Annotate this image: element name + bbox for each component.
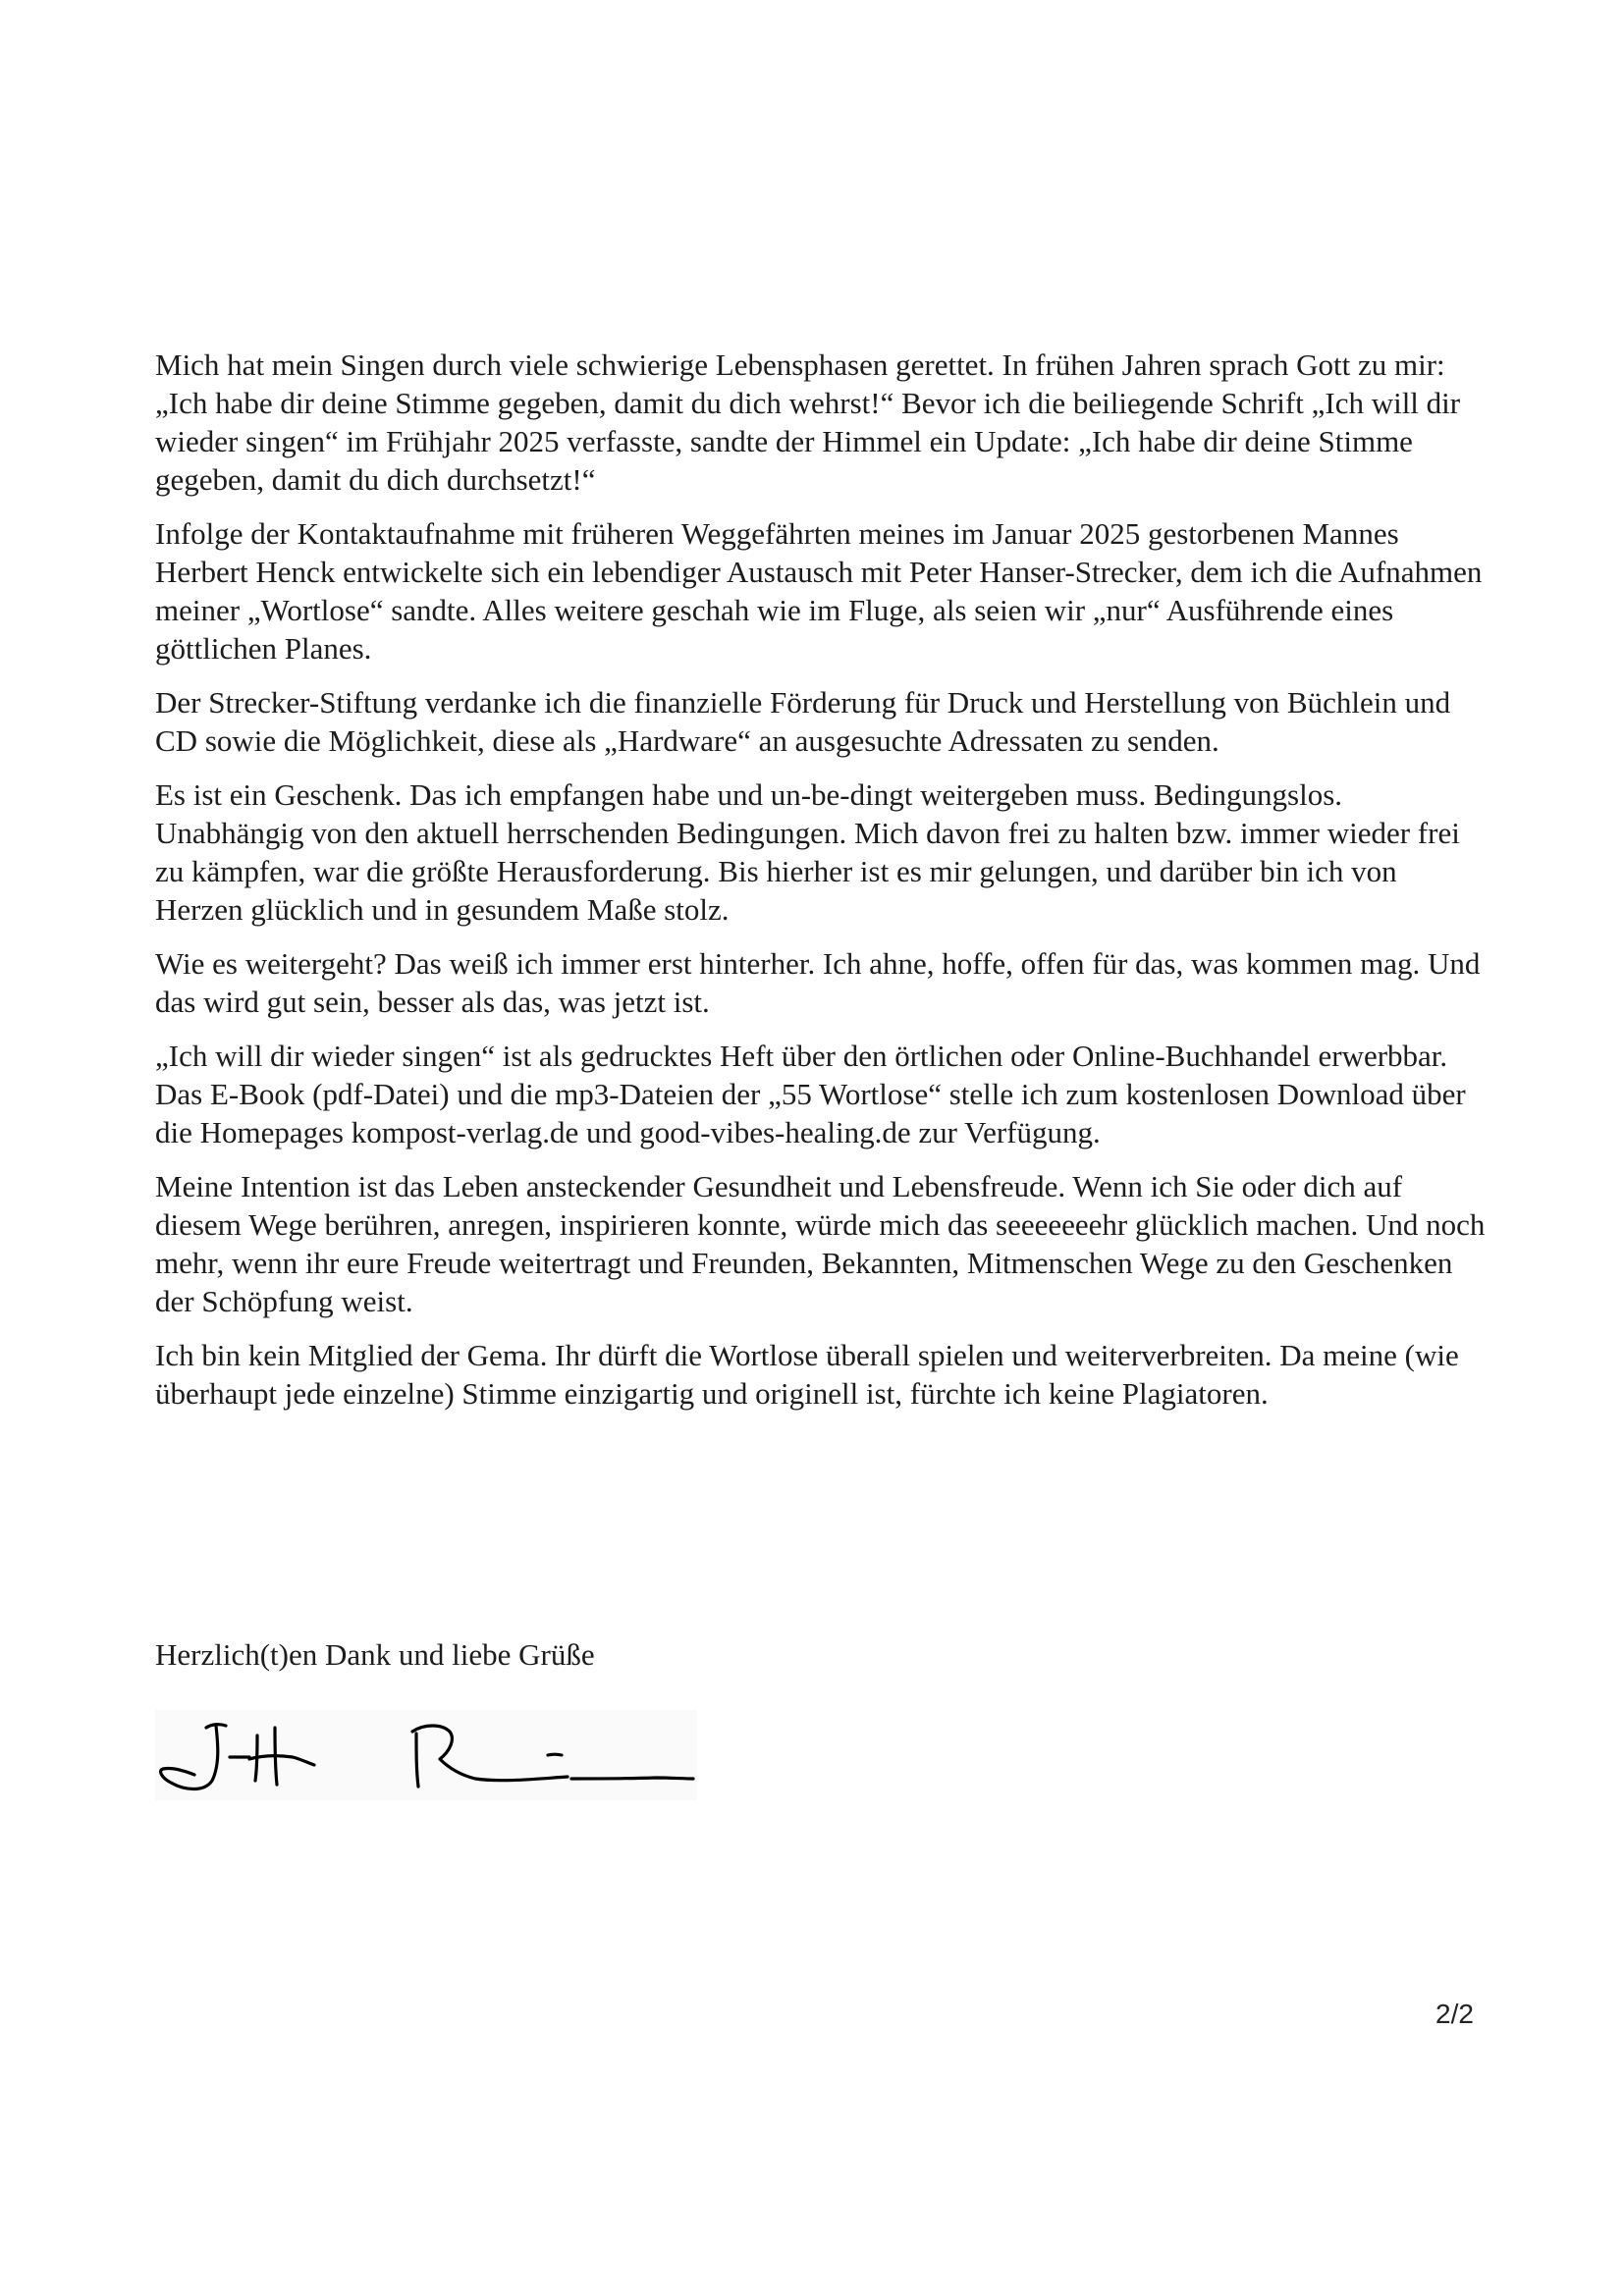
letter-body [155, 346, 1490, 1428]
paragraph-gift: Es ist ein Geschenk. Das ich empfangen habe und un-be-dingt weitergeben muss. Bedingungslos. Unabhängig von den aktuell herrschenden Bedingungen. Mich davon frei zu halten bzw. immer wieder frei zu kämpfen, war die größte Herausforderung. Bis hierher ist es mir gelungen, und darüber bin ich von Herzen glücklich und in gesundem Maße stolz. [155, 777, 1460, 927]
paragraph-contact-exchange: Infolge der Kontaktaufnahme mit früheren Weggefährten meines im Januar 2025 gestorbenen Mannes Herbert Henck entwickelte sich ein lebendiger Austausch mit Peter Hanser-Strecker, dem ich die Aufnahmen meiner „Wortlose“ sandte. Alles weitere geschah wie im Fluge, als seien wir „nur“ Ausführende eines göttlichen Planes. [155, 516, 1483, 666]
paragraph-availability: „Ich will dir wieder singen“ ist als gedrucktes Heft über den örtlichen oder Online-Buchhandel erwerbbar. Das E-Book (pdf-Datei) und die mp3-Dateien der „55 Wortlose“ stelle ich zum kostenlosen Download über die Homepages kompost-verlag.de und good-vibes-healing.de zur Verfügung. [155, 1039, 1466, 1149]
paragraph-intention: Meine Intention ist das Leben ansteckender Gesundheit und Lebensfreude. Wenn ich Sie oder dich auf diesem Wege berühren, anregen, inspirieren konnte, würde mich das seeeeeeehr glücklich machen. Und noch mehr, wenn ihr eure Freude weitertragt und Freunden, Bekannten, Mitmenschen Wege zu den Geschenken der Schöpfung weist. [155, 1169, 1486, 1318]
paragraph-singing-saved-me: Mich hat mein Singen durch viele schwierige Lebensphasen gerettet. In frühen Jahren sprach Gott zu mir: „Ich habe dir deine Stimme gegeben, damit du dich wehrst!“ Bevor ich die beiliegende Schrift „Ich will dir wieder singen“ im Frühjahr 2025 verfasste, sandte der Himmel ein Update: „Ich habe dir deine Stimme gegeben, damit du dich durchsetzt!“ [155, 347, 1461, 497]
paragraph-future: Wie es weitergeht? Das weiß ich immer erst hinterher. Ich ahne, hoffe, offen für das, was kommen mag. Und das wird gut sein, besser als das, was jetzt ist. [155, 946, 1481, 1019]
paragraph-gema: Ich bin kein Mitglied der Gema. Ihr dürft die Wortlose überall spielen und weiterverbreiten. Da meine (wie überhaupt jede einzelne) Stimme einzigartig und originell ist, fürchte ich keine Plagiatoren. [155, 1338, 1459, 1411]
closing-line: Herzlich(t)en Dank und liebe Grüße [155, 1637, 595, 1672]
paragraph-foundation-funding: Der Strecker-Stiftung verdanke ich die finanzielle Förderung für Druck und Herstellung von Büchlein und CD sowie die Möglichkeit, diese als „Hardware“ an ausgesuchte Adressaten zu senden. [155, 685, 1451, 758]
handwritten-signature [155, 1710, 697, 1800]
page-number: 2/2 [1435, 1999, 1474, 2029]
